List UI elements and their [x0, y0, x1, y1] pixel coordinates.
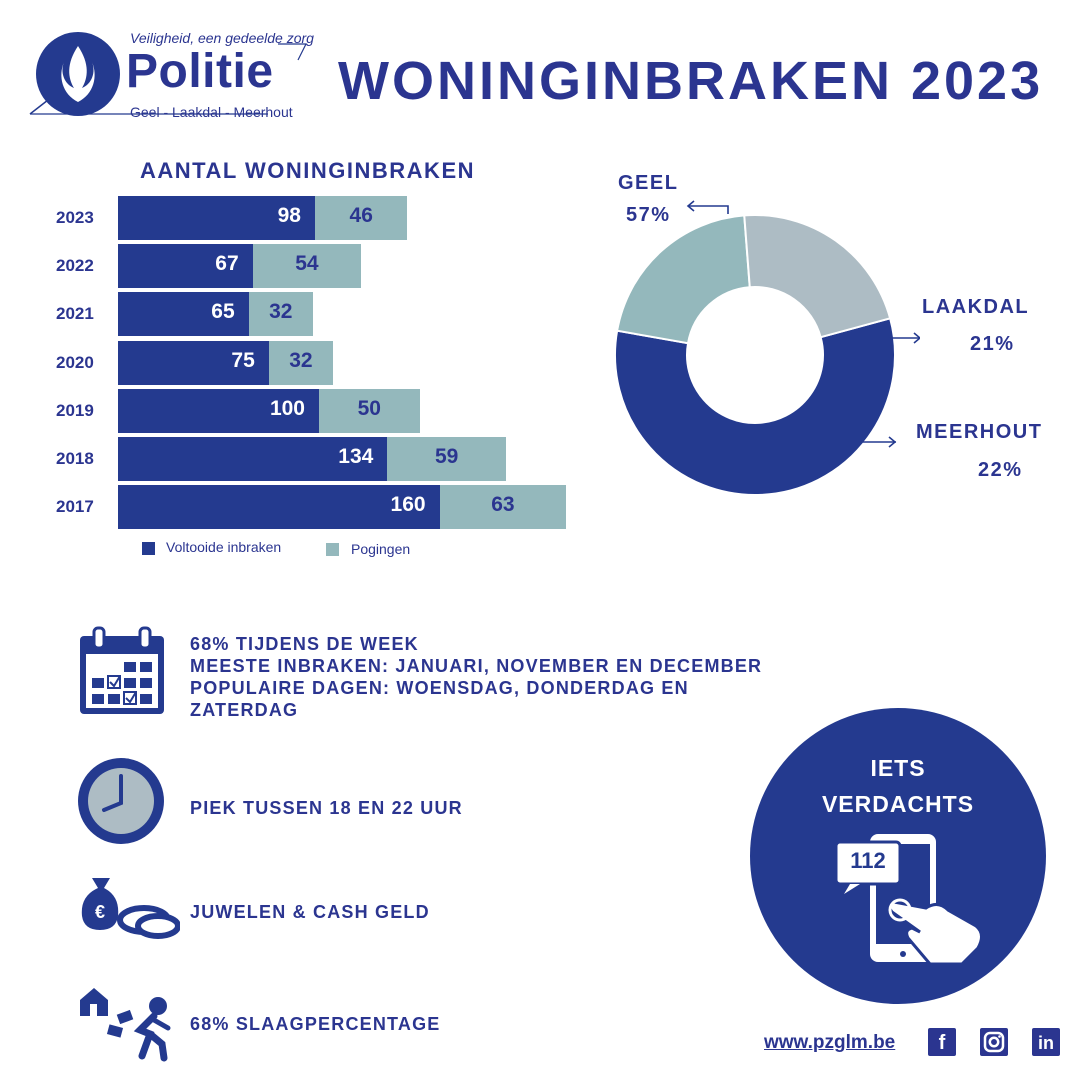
bar-year-label: 2023 [56, 208, 94, 227]
bar-chart-title: AANTAL WONINGINBRAKEN [140, 158, 475, 183]
cta-phone-number: 112 [850, 848, 886, 873]
bar-row-2019 [0, 389, 600, 433]
info-week-line3: POPULAIRE DAGEN: WOENSDAG, DONDERDAG EN [190, 678, 689, 698]
facebook-icon[interactable]: f [928, 1028, 956, 1056]
donut-value-geel: 57% [626, 204, 671, 226]
bar-attempts-value: 59 [434, 445, 459, 468]
bar-attempts-value: 63 [491, 493, 515, 517]
bar-completed-value: 98 [277, 204, 301, 227]
logo-name: Politie [126, 45, 274, 98]
bar-attempts-value: 50 [357, 396, 381, 420]
donut-value-laakdal: 21% [970, 333, 1015, 355]
linkedin-icon[interactable]: in [1032, 1028, 1060, 1056]
bar-completed-value: 67 [215, 252, 239, 276]
bar-year-label: 2019 [56, 400, 94, 420]
bar-year-label: 2022 [56, 256, 94, 276]
calendar-icon [78, 626, 166, 723]
donut-arrows [600, 190, 920, 460]
cta-line1: IETS [870, 755, 926, 781]
website-link[interactable]: www.pzglm.be [764, 1032, 896, 1053]
bar-completed-value: 160 [390, 493, 426, 517]
bar-completed-value: 100 [269, 396, 305, 420]
bar-chart [0, 0, 600, 580]
bar-completed-value: 134 [338, 445, 374, 468]
legend-swatch-completed [142, 542, 155, 555]
bar-row-2017 [0, 485, 600, 529]
donut-value-meerhout: 22% [978, 459, 1023, 481]
info-success: 68% SLAAGPERCENTAGE [190, 1014, 441, 1034]
bar-attempts-value: 54 [295, 252, 319, 276]
bar-completed-value: 65 [211, 300, 235, 324]
cta-text [750, 750, 1046, 822]
donut-label-laakdal: LAAKDAL [922, 296, 1030, 318]
legend-label-completed: Voltooide inbraken [166, 539, 282, 555]
bar-attempts-value: 46 [349, 204, 373, 227]
bar-row-2018 [0, 437, 600, 481]
legend-swatch-attempts [326, 543, 339, 556]
info-peak: PIEK TUSSEN 18 EN 22 UUR [190, 798, 463, 818]
info-week-line1: 68% TIJDENS DE WEEK [190, 634, 419, 654]
bar-completed-value: 75 [231, 348, 255, 372]
page-title: WONINGINBRAKEN 2023 [338, 51, 1044, 111]
logo-subtitle: Geel - Laakdal - Meerhout [130, 104, 293, 120]
instagram-icon[interactable] [980, 1028, 1008, 1056]
bar-year-label: 2018 [56, 449, 94, 468]
bar-row-2023 [0, 196, 600, 240]
logo-slogan: Veiligheid, een gedeelde zorg [130, 30, 314, 46]
info-loot: JUWELEN & CASH GELD [190, 902, 430, 922]
clock-icon [76, 756, 166, 851]
bar-attempts-value: 32 [289, 348, 313, 372]
bar-year-label: 2021 [56, 304, 94, 324]
money-bag-jewelry-icon [80, 874, 180, 945]
donut-label-geel: GEEL [618, 172, 679, 194]
cta-line2: VERDACHTS [821, 791, 975, 817]
bar-row-2022 [0, 244, 600, 288]
bar-year-label: 2017 [56, 497, 94, 517]
burglar-icon [78, 986, 174, 1067]
bar-row-2021 [0, 292, 600, 336]
bar-row-2020 [0, 341, 600, 385]
legend-label-attempts: Pogingen [351, 541, 411, 557]
svg-text:€: € [94, 902, 106, 922]
info-week-line4: ZATERDAG [190, 700, 299, 720]
bar-year-label: 2020 [56, 352, 94, 372]
bar-attempts-value: 32 [269, 300, 293, 324]
info-week-line2: MEESTE INBRAKEN: JANUARI, NOVEMBER EN DECEMBER [190, 656, 763, 676]
donut-label-meerhout: MEERHOUT [916, 421, 1043, 443]
